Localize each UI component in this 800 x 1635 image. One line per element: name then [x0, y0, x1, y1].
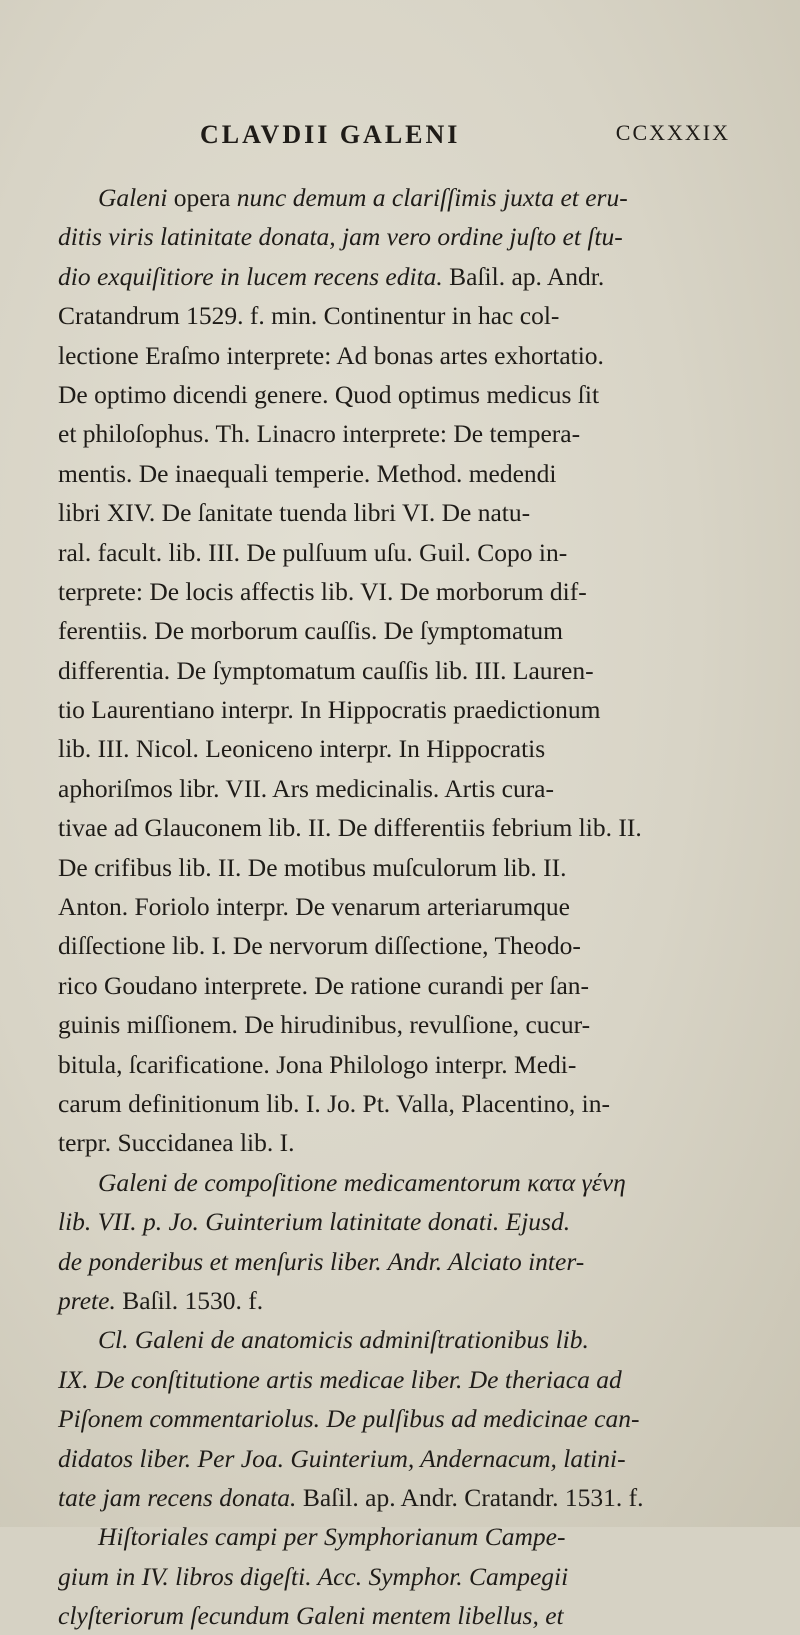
- text-segment: Baſil. ap. Andr.: [442, 261, 605, 291]
- text-line: [58, 769, 762, 808]
- text-line: [58, 1045, 762, 1084]
- text-segment: tio Laurentiano interpr. In Hippocratis praedictionum: [58, 695, 601, 725]
- text-line: [58, 1320, 762, 1359]
- text-segment: rico Goudano interprete. De ratione curandi per ſan-: [58, 970, 590, 1000]
- text-line: [58, 217, 762, 256]
- text-line: [58, 1439, 762, 1478]
- text-line: [58, 1281, 762, 1320]
- text-segment: prete.: [58, 1285, 116, 1315]
- text-line: [58, 1163, 762, 1202]
- text-segment: et philoſophus. Th. Linacro interprete: De tempera-: [58, 419, 581, 449]
- text-line: [58, 926, 762, 965]
- text-line: [58, 1478, 762, 1517]
- text-line: [58, 1123, 762, 1162]
- text-segment: nunc demum a clariſſimis juxta et eru-: [236, 183, 628, 212]
- text-segment: clyſteriorum ſecundum Galeni mentem libellus, et: [58, 1601, 564, 1631]
- text-segment: Hiſtoriales campi per Symphorianum Campe-: [98, 1522, 566, 1552]
- text-line: [58, 257, 762, 296]
- text-line: [58, 690, 762, 729]
- text-segment: De optimo dicendi genere. Quod optimus medicus ſit: [58, 379, 600, 409]
- page-number: CCXXXIX: [615, 120, 730, 145]
- text-segment: carum definitionum lib. I. Jo. Pt. Valla, Placentino, in-: [58, 1088, 610, 1118]
- text-line: [58, 729, 762, 768]
- text-line: [58, 651, 762, 690]
- text-line: [58, 414, 762, 453]
- text-segment: Galeni: [98, 183, 168, 212]
- text-line: [58, 966, 762, 1005]
- text-segment: mentis. De inaequali temperie. Method. medendi: [58, 458, 557, 488]
- text-segment: dio exquiſitiore in lucem recens edita.: [58, 261, 443, 291]
- text-segment: ferentiis. De morborum cauſſis. De ſymptomatum: [58, 616, 563, 646]
- text-segment: aphoriſmos libr. VII. Ars medicinalis. Artis cura-: [58, 773, 554, 803]
- text-line: [58, 178, 762, 217]
- text-line: [58, 375, 762, 414]
- text-line: [58, 296, 762, 335]
- text-segment: Cl. Galeni de anatomicis adminiſtrationibus lib.: [98, 1325, 589, 1355]
- text-segment: guinis miſſionem. De hirudinibus, revulſione, cucur-: [58, 1010, 591, 1040]
- text-segment: De crifibus lib. II. De motibus muſculorum lib. II.: [58, 852, 567, 882]
- text-line: [58, 1399, 762, 1438]
- text-segment: ditis viris latinitate donata, jam vero ordine juſto et ſtu-: [58, 222, 623, 252]
- text-segment: Baſil. 1530. f.: [115, 1285, 264, 1315]
- text-line: [58, 848, 762, 887]
- text-line: [58, 1596, 762, 1635]
- text-segment: lib. VII. p. Jo. Guinterium latinitate donati. Ejusd.: [58, 1207, 571, 1237]
- text-segment: terpr. Succidanea lib. I.: [58, 1128, 295, 1158]
- body-text: [58, 178, 762, 1635]
- text-segment: gium in IV. libros digeſti. Acc. Symphor. Campegii: [58, 1561, 569, 1591]
- text-segment: de ponderibus et menſuris liber. Andr. Alciato inter-: [58, 1246, 585, 1276]
- text-segment: tate jam recens donata.: [58, 1482, 297, 1512]
- text-segment: lectione Eraſmo interprete: Ad bonas artes exhortatio.: [58, 340, 604, 370]
- text-segment: diſſectione lib. I. De nervorum diſſectione, Theodo-: [58, 931, 581, 961]
- text-line: [58, 1242, 762, 1281]
- text-segment: libri XIV. De ſanitate tuenda libri VI. De natu-: [58, 498, 531, 528]
- text-line: [58, 454, 762, 493]
- text-segment: ral. facult. lib. III. De pulſuum uſu. Guil. Copo in-: [58, 537, 568, 567]
- text-line: [58, 1557, 762, 1596]
- text-line: [58, 1202, 762, 1241]
- text-line: [58, 611, 762, 650]
- text-segment: IX. De conſtitutione artis medicae liber. De theriaca ad: [58, 1364, 622, 1394]
- running-head-title: CLAVDII GALENI: [200, 120, 461, 149]
- text-line: [58, 572, 762, 611]
- text-line: [58, 808, 762, 847]
- text-segment: Galeni de compoſitione medicamentorum κατα γένη: [98, 1167, 626, 1197]
- text-line: [58, 1360, 762, 1399]
- text-segment: Cratandrum 1529. f. min. Continentur in hac col-: [58, 301, 560, 331]
- text-segment: Anton. Foriolo interpr. De venarum arteriarumque: [58, 892, 570, 922]
- text-segment: opera: [167, 183, 237, 212]
- text-segment: didatos liber. Per Joa. Guinterium, Andernacum, latini-: [58, 1443, 626, 1473]
- text-segment: tivae ad Glauconem lib. II. De differentiis febrium lib. II.: [58, 813, 642, 843]
- text-segment: lib. III. Nicol. Leoniceno interpr. In Hippocratis: [58, 734, 546, 764]
- text-line: [58, 887, 762, 926]
- text-segment: Baſil. ap. Andr. Cratandr. 1531. f.: [296, 1482, 644, 1512]
- text-line: [58, 1517, 762, 1556]
- text-segment: Piſonem commentariolus. De pulſibus ad medicinae can-: [58, 1404, 640, 1434]
- text-segment: terprete: De locis affectis lib. VI. De morborum dif-: [58, 576, 587, 606]
- text-segment: differentia. De ſymptomatum cauſſis lib. III. Lauren-: [58, 655, 594, 685]
- text-line: [58, 336, 762, 375]
- text-line: [58, 1084, 762, 1123]
- text-segment: bitula, ſcarificatione. Jona Philologo interpr. Medi-: [58, 1049, 577, 1079]
- text-line: [58, 1005, 762, 1044]
- running-head: [60, 120, 760, 160]
- text-line: [58, 493, 762, 532]
- text-line: [58, 533, 762, 572]
